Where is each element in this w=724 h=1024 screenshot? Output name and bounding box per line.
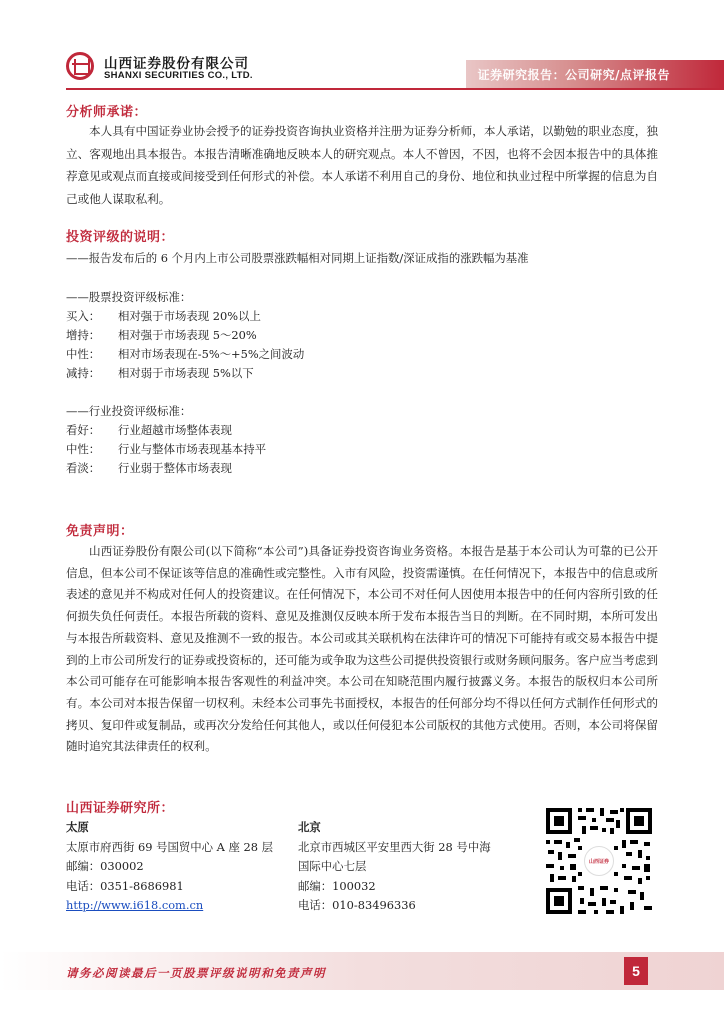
stock-rating-key: 中性： [66,347,101,361]
industry-rating-value: 行业与整体市场表现基本持平 [118,442,267,456]
beijing-phone: 电话：010-83496336 [298,898,416,912]
qr-logo-badge: 山西证券 [584,846,614,876]
qr-code-icon[interactable] [544,806,654,916]
website-link[interactable]: http://www.i618.com.cn [66,898,204,912]
footer-notice: 请务必阅读最后一页股票评级说明和免责声明 [66,966,326,980]
company-name-cn: 山西证券股份有限公司 [104,56,249,72]
taiyuan-contact [66,818,273,916]
stock-rating-value: 相对市场表现在-5%～+5%之间波动 [118,347,305,361]
header-divider [66,88,724,90]
report-type-label: 证券研究报告：公司研究/点评报告 [477,68,670,82]
shanxi-securities-logo-icon [66,52,94,80]
company-name-en: SHANXI SECURITIES CO., LTD. [104,70,253,81]
beijing-address-line2: 国际中心七层 [298,859,367,873]
industry-rating-value: 行业弱于整体市场表现 [118,461,232,475]
beijing-city: 北京 [298,820,321,834]
industry-rating-header: ——行业投资评级标准： [66,404,192,418]
beijing-contact [298,818,491,916]
page-number: 5 [624,957,648,985]
taiyuan-address: 太原市府西街 69 号国贸中心 A 座 28 层 [66,839,274,854]
stock-rating-header: ——股票投资评级标准： [66,290,192,304]
stock-rating-value: 相对强于市场表现 5～20% [118,328,257,342]
rating-basis: ——报告发布后的 6 个月内上市公司股票涨跌幅相对同期上证指数/深证成指的涨跌幅为基准 [66,251,529,265]
taiyuan-phone: 电话：0351-8686981 [66,878,184,893]
industry-rating-key: 中性： [66,442,101,456]
page-footer [0,952,724,990]
stock-rating-key: 增持： [66,328,101,342]
stock-rating-value: 相对强于市场表现 20%以上 [118,309,261,323]
beijing-postcode: 邮编：100032 [298,878,376,893]
stock-rating-key: 减持： [66,366,101,380]
industry-rating-key: 看好： [66,423,101,437]
stock-rating-value: 相对弱于市场表现 5%以下 [118,366,254,380]
disclaimer-title: 免责声明： [66,524,134,539]
rating-explanation-title: 投资评级的说明： [66,230,175,245]
report-type-band [466,60,724,88]
page-header [0,0,724,90]
taiyuan-postcode: 邮编：030002 [66,859,144,873]
taiyuan-city: 太原 [66,820,89,834]
stock-rating-key: 买入： [66,309,101,323]
industry-rating-key: 看淡： [66,461,101,475]
analyst-commitment-body: 本人具有中国证券业协会授予的证券投资咨询执业资格并注册为证券分析师，本人承诺，以勤勉的职业态度，独立、客观地出具本报告。本报告清晰准确地反映本人的研究观点。本人不曾因，不因，也将不会因本报告中的具体推荐意见或观点而直接或间接受到任何形式的补偿。本人承诺不利用自己的身份、地位和执业过程中所掌握的信息为自己或他人谋取私利。 [66,124,658,206]
industry-rating-value: 行业超越市场整体表现 [118,423,232,437]
disclaimer-body: 山西证券股份有限公司(以下简称“本公司”)具备证券投资咨询业务资格。本报告是基于本公司认为可靠的已公开信息，但本公司不保证该等信息的准确性或完整性。入市有风险，投资需谨慎。在任何情况下，本报告中的信息或所表述的意见并不构成对任何人的投资建议。在任何情况下，本公司不对任何人因使用本报告中的任何内容所引致的任何损失负任何责任。本报告所载的资料、意见及推测仅反映本所于发布本报告当日的判断。在不同时期，本所可发出与本报告所载资料、意见及推测不一致的报告。本公司或其关联机构在法律许可的情况下可能持有或交易本报告中提到的上市公司所发行的证券或投资标的，还可能为或争取为这些公司提供投资银行或财务顾问服务。客户应当考虑到本公司可能存在可能影响本报告客观性的利益冲突。本公司在知晓范围内履行披露义务。本报告的版权归本公司所有。本公司对本报告保留一切权利。未经本公司事先书面授权，本报告的任何部分均不得以任何方式制作任何形式的拷贝、复印件或复制品，或再次分发给任何其他人，或以任何侵犯本公司版权的其他方式使用。否则，本公司将保留随时追究其法律责任的权利。 [66,544,658,754]
institute-title: 山西证券研究所： [66,801,175,816]
beijing-address-line1: 北京市西城区平安里西大街 28 号中海 [298,839,491,854]
analyst-commitment-title: 分析师承诺： [66,105,148,120]
